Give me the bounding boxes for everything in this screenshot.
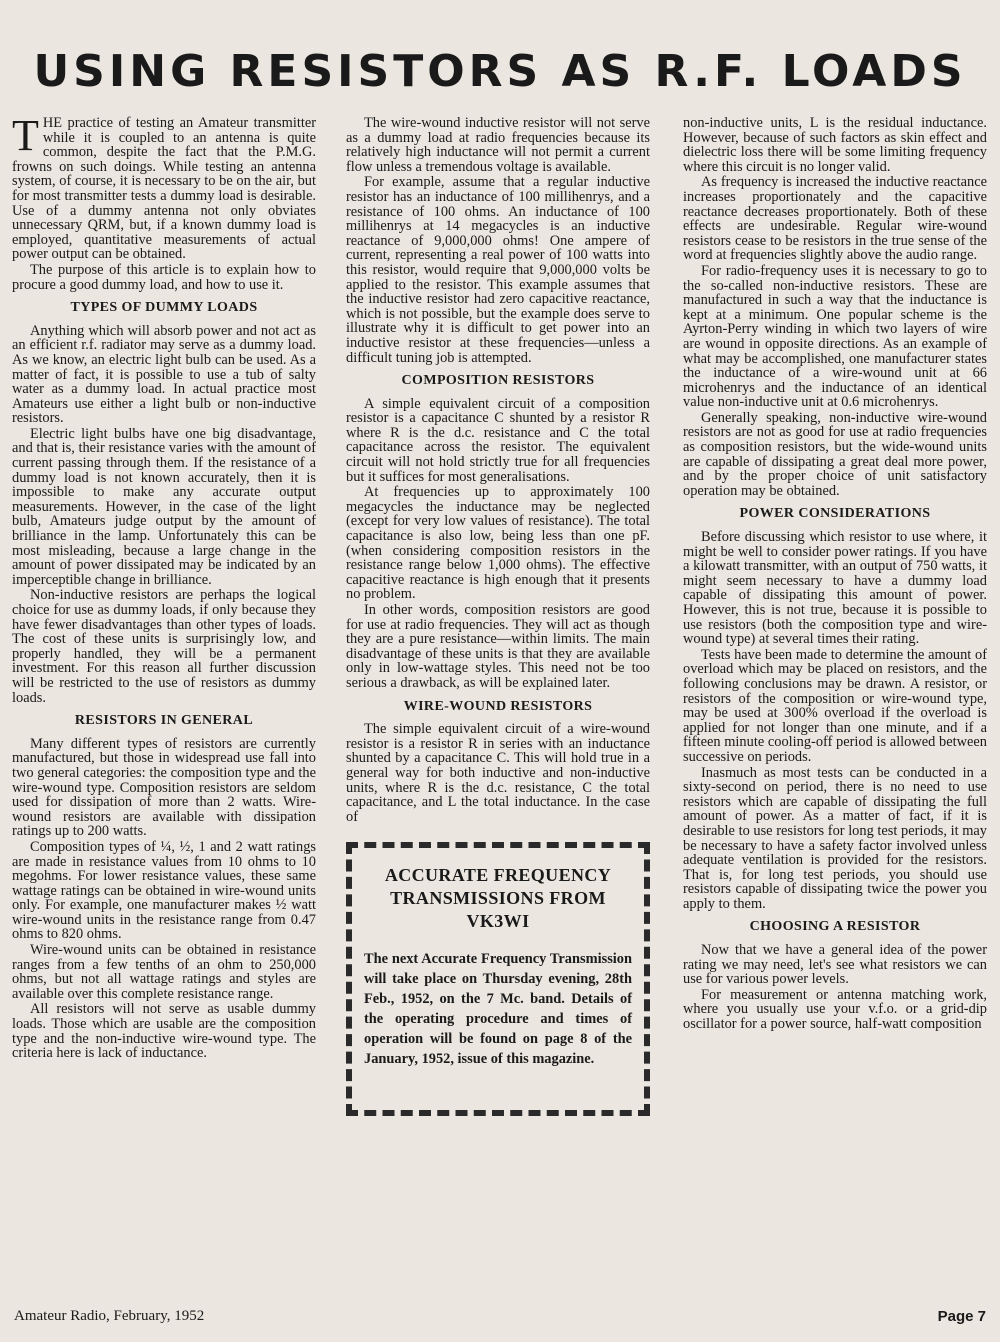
paragraph: A simple equivalent circuit of a composition resistor is a capacitance C shunted by a resistor R where R is the d.c. resistance and C the total capacitance across the resistor. The equivalent circuit will not hold strictly true for all frequencies but it suffices for most generalisations.: [346, 395, 650, 485]
paragraph: Tests have been made to determine the amount of overload which may be placed on resistors, and the following conclusions may be drawn. A resistor, or resistors of the composition or wire-wound type, may be used at 300% overload if the overload is applied for not longer than one minute, and if a fifteen minute cooling-off period is allowed between successive on periods.: [683, 646, 987, 765]
paragraph: The simple equivalent circuit of a wire-wound resistor is a resistor R in series with an inductance shunted by a capacitance C. This will hold true in a general way for both inductive and non-inductive units, where R is the d.c. resistance, C the total capacitance, and L the total inductance. In the case of: [346, 721, 650, 825]
section-heading: POWER CONSIDERATIONS: [739, 506, 931, 522]
paragraph: The wire-wound inductive resistor will not serve as a dummy load at radio frequencies because its relatively high inductance will not permit a current flow unless a tremendous voltage is available.: [346, 116, 650, 175]
notice-box: [346, 842, 650, 1116]
paragraph: In other words, composition resistors are good for use at radio frequencies. They will act as though they are a pure resistance—within limits. The main disadvantage of these units is that they are available only in low-wattage styles. This need not be too serious a drawback, as will be explained later.: [346, 602, 650, 691]
paragraph: Inasmuch as most tests can be conducted in a sixty-second on period, there is no need to use resistors which are capable of dissipating the full amount of power. As a matter of fact, if it is desirable to use resistors for long test periods, it may be necessary to have a safety factor involved unless adequate ventilation is provided for the resistors. That is, for long test periods, you should use resistors capable of dissipating twice the power you apply to them.: [683, 764, 987, 912]
section-heading: TYPES OF DUMMY LOADS: [70, 300, 258, 316]
paragraph: All resistors will not serve as usable dummy loads. Those which are usable are the composition type and the non-inductive wire-wound type. The criteria here is lack of inductance.: [12, 1001, 316, 1062]
paragraph: For measurement or antenna matching work, where you usually use your v.f.o. or a grid-dip oscillator for a power source, half-watt composition: [683, 986, 987, 1033]
article-title: USING RESISTORS AS R.F. LOADS: [33, 46, 967, 97]
column-3: [683, 116, 987, 1298]
paragraph: non-inductive units, L is the residual inductance. However, because of such factors as skin effect and dielectric loss there will be some limiting frequency where this circuit is no longer valid.: [683, 116, 987, 175]
column-1: [12, 116, 316, 1298]
section-heading: RESISTORS IN GENERAL: [74, 713, 254, 729]
paragraph: Composition types of ¼, ½, 1 and 2 watt ratings are made in resistance values from 10 ohms to 10 megohms. For lower resistance values, these same wattage ratings can be obtained in wire-wound units only. For example, one manufacturer makes ½ watt wire-wound units in the resistance range from 0.47 ohms to 820 ohms.: [12, 838, 316, 943]
notice-title: ACCURATE FREQUENCY TRANSMISSIONS FROM VK3WI: [384, 865, 612, 932]
section-heading: WIRE-WOUND RESISTORS: [403, 698, 593, 714]
paragraph: Now that we have a general idea of the power rating we may need, let's see what resistors we can use for various power levels.: [683, 942, 987, 988]
drop-cap: T: [12, 116, 39, 160]
paragraph: Electric light bulbs have one big disadvantage, and that is, their resistance varies with the amount of current passing through them. If the resistance of a dummy load is not known accurately, then it is impossible to make any accurate output measurements. However, in the case of the light bulb, Amateurs judge output by the amount of brilliance in the lamp. Unfortunately this can be most misleading, because a large change in the amount of power dissipated may be indicated by an imperceptible change in brilliance.: [12, 425, 316, 588]
paragraph: As frequency is increased the inductive reactance increases proportionately and the capacitive reactance decreases proportionately. Both of these effects are undesirable. Regular wire-wound resistors cease to be resistors in the true sense of the word at frequencies slightly above the audio range.: [683, 174, 987, 264]
section-heading: CHOOSING A RESISTOR: [749, 919, 921, 935]
paragraph: THE practice of testing an Amateur transmitter while it is coupled to an antenna is quite common, despite the fact that the P.M.G. frowns on such doings. While testing an antenna system, of course, it is necessary to be on the air, but for most transmitter tests a dummy load is desirable. Use of a dummy antenna not only obviates unnecessary QRM, but, if a known dummy load is employed, quantitative measurements of actual power output can be obtained.: [12, 116, 316, 263]
paragraph: Generally speaking, non-inductive wire-wound resistors are not as good for use at radio frequencies as composition resistors, but the wide-wound units are capable of dissipating a great deal more power, and by the proper choice of unit satisfactory operation may be obtained.: [683, 409, 987, 499]
paragraph: At frequencies up to approximately 100 megacycles the inductance may be neglected (except for very low values of resistance). The total capacitance is also low, being less than one pF. (when considering composition resistors in the resistance range below 1,000 ohms). The effective capacitive reactance is high enough that it presents no problem.: [346, 484, 650, 603]
section-heading: COMPOSITION RESISTORS: [401, 373, 595, 389]
paragraph: For example, assume that a regular inductive resistor has an inductance of 100 millihenrys, and a resistance of 100 ohms. An inductance of 100 millihenrys at 14 megacycles is an inductive reactance of 9,000,000 ohms! One ampere of current, representing a real power of 100 watts into this resistor, would require that 9,000,000 volts be applied to the resistor. This example assumes that the inductive resistor had zero capacitive reactance, which is not possible, but the example does serve to illustrate why it is difficult to get power into an inductive resistor at these frequencies—unless a difficult tuning job is attempted.: [346, 174, 650, 366]
footer-publication: Amateur Radio, February, 1952: [14, 1308, 205, 1324]
paragraph: Many different types of resistors are currently manufactured, but those in widespread use fall into two general categories: the composition type and the wire-wound type. Composition resistors are seldom used for dissipation of more than 2 watts. Wire-wound resistors are available with dissipation ratings up to 200 watts.: [12, 735, 316, 840]
paragraph: The purpose of this article is to explain how to procure a good dummy load, and how to use it.: [12, 261, 316, 293]
paragraph: Non-inductive resistors are perhaps the logical choice for use as dummy loads, if only because they have fewer disadvantages than other types of loads. The cost of these units is surprisingly low, and properly handled, they will be a permanent investment. For this reason all further discussion will be restricted to the use of resistors as dummy loads.: [12, 587, 316, 706]
footer-page-number: Page 7: [937, 1308, 986, 1325]
paragraph: Wire-wound units can be obtained in resistance ranges from a few tenths of an ohm to 250,000 ohms, but not all wattage ratings and styles are available over this complete resistance range.: [12, 942, 316, 1002]
notice-body: The next Accurate Frequency Transmission will take place on Thursday evening, 28th Feb., 1952, on the 7 Mc. band. Details of the operating procedure and times of operation will be found on page 8 of the January, 1952, issue of this magazine.: [364, 951, 632, 1068]
column-2: [346, 116, 650, 1298]
paragraph: Anything which will absorb power and not act as an efficient r.f. radiator may serve as a dummy load. As we know, an electric light bulb can be used. As a matter of fact, it is possible to use a tub of salty water as a dummy load. In actual practice most Amateurs use either a light bulb or non-inductive resistors.: [12, 322, 316, 427]
paragraph: Before discussing which resistor to use where, it might be well to consider power ratings. If you have a kilowatt transmitter, with an output of 750 watts, it might seem necessary to have a dummy load capable of dissipating this amount of power. However, this is not true, because it is possible to use resistors (both the composition type and wire-wound type) at several times their rating.: [683, 529, 987, 648]
paragraph: For radio-frequency uses it is necessary to go to the so-called non-inductive resistors. These are manufactured in such a way that the inductance is kept at a minimum. One popular scheme is the Ayrton-Perry winding in which two layers of wire are wound in opposite directions. As an example of what may be accomplished, one manufacturer states the inductance of a wire-wound unit at 66 microhenrys and the inductance of an identical value non-inductive unit at 0.6 microhenrys.: [683, 262, 987, 411]
